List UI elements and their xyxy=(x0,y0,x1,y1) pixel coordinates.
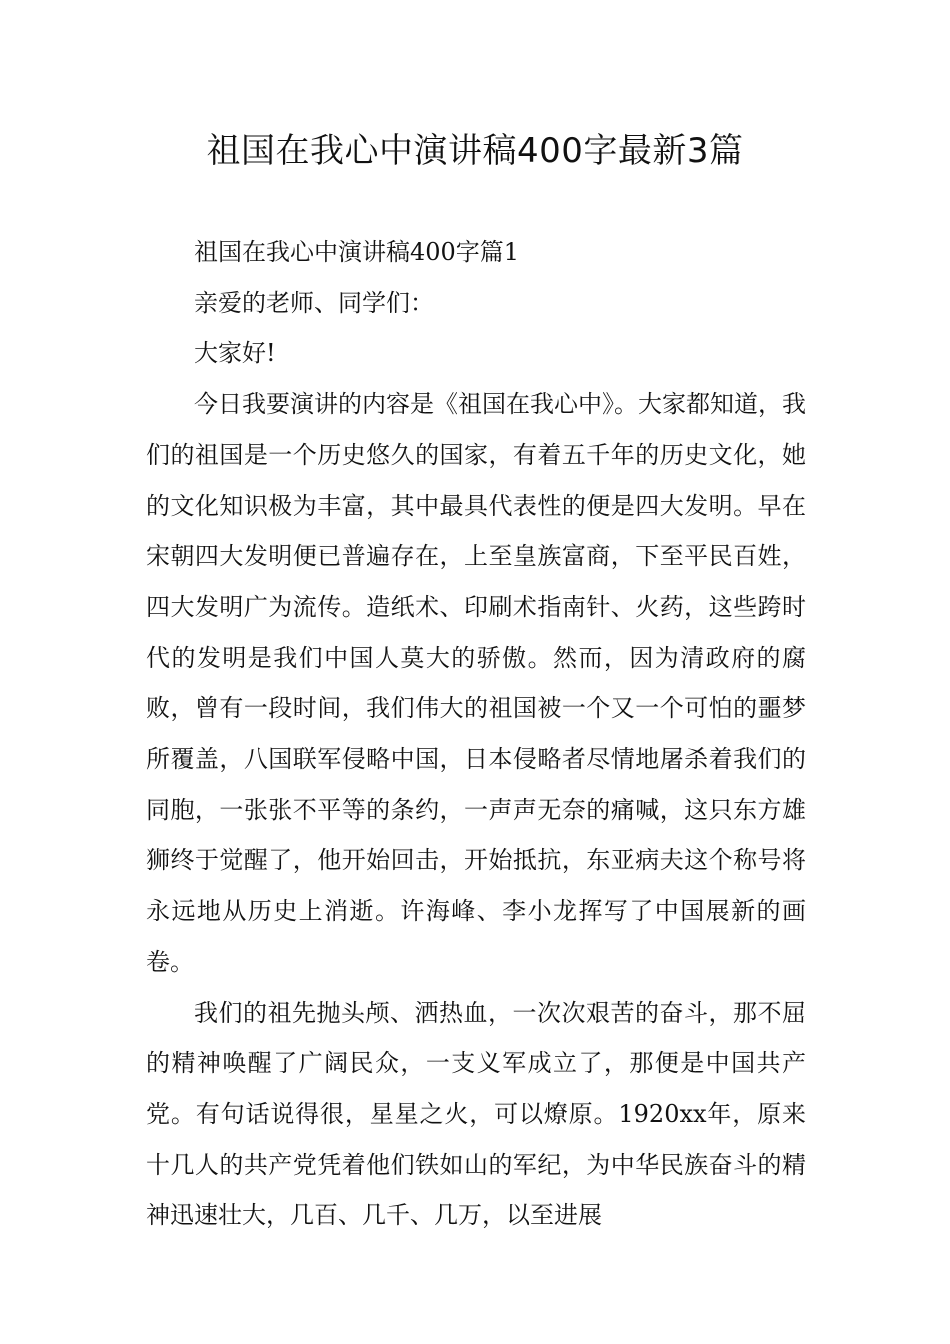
greeting: 大家好! xyxy=(194,339,276,368)
body-paragraph: 我们的祖先抛头颅、洒热血，一次次艰苦的奋斗，那不屈的精神唤醒了广阔民众，一支义军成立了，那便是中国共产党。有句话说得很，星星之火，可以燎原。1920xx年，原来十几人的共产党凭着他们铁如山的军纪，为中华民族奋斗的精神迅速壮大，几百、几千、几万，以至进展 xyxy=(146,998,806,1230)
document-body xyxy=(146,227,806,1241)
section-heading: 祖国在我心中演讲稿400字篇1 xyxy=(194,238,520,266)
salutation: 亲爱的老师、同学们： xyxy=(194,288,434,317)
document-title: 祖国在我心中演讲稿400字最新3篇 xyxy=(206,131,744,171)
body-paragraph: 今日我要演讲的内容是《祖国在我心中》。大家都知道，我们的祖国是一个历史悠久的国家，有着五千年的历史文化，她的文化知识极为丰富，其中最具代表性的便是四大发明。早在宋朝四大发明便已普遍存在，上至皇族富商，下至平民百姓，四大发明广为流传。造纸术、印刷术指南针、火药，这些跨时代的发明是我们中国人莫大的骄傲。然而，因为清政府的腐败，曾有一段时间，我们伟大的祖国被一个又一个可怕的噩梦所覆盖，八国联军侵略中国，日本侵略者尽情地屠杀着我们的同胞，一张张不平等的条约，一声声无奈的痛喊，这只东方雄狮终于觉醒了，他开始回击，开始抵抗，东亚病夫这个称号将永远地从历史上消逝。许海峰、李小龙挥写了中国展新的画卷。 xyxy=(146,390,806,976)
